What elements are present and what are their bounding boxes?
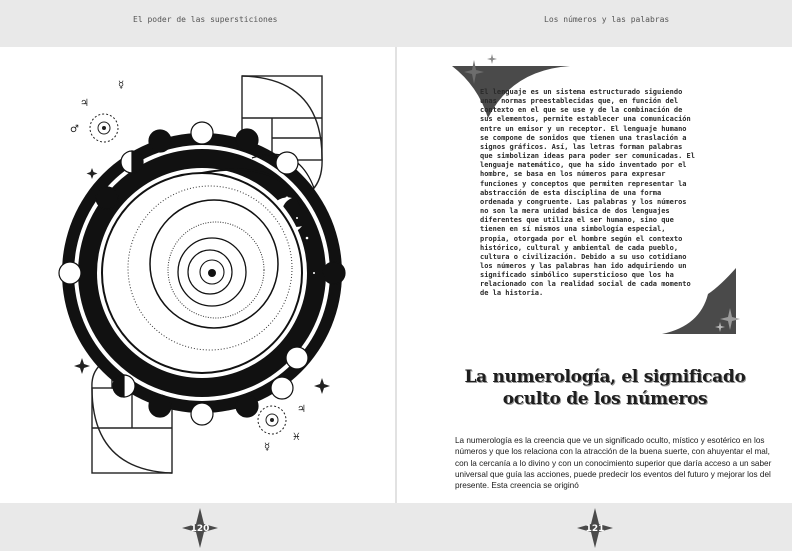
- esoteric-illustration: [52, 58, 352, 484]
- page-gutter: [395, 47, 397, 503]
- intro-paragraph: La numerología es la creencia que ve un significado oculto, místico y esotérico en los números y que los relaciona con la atracción de la buena suerte, con ahuyentar el mal, con la cercanía a lo divino y con un conocimiento superior que daría acceso a un saber universal que guía las acciones, puede predecir los eventos del futuro y mejorar los del presente. Esta creencia se originó: [455, 436, 772, 491]
- svg-text:♃: ♃: [80, 98, 89, 109]
- svg-text:♃: ♃: [297, 404, 306, 415]
- svg-text:♂: ♂: [70, 124, 79, 135]
- svg-text:☿: ☿: [118, 80, 125, 91]
- svg-text:☿: ☿: [264, 442, 271, 453]
- left-running-header: El poder de las supersticiones: [133, 15, 278, 24]
- right-running-header: Los números y las palabras: [544, 15, 670, 24]
- right-page-number: 121: [585, 524, 605, 534]
- bottom-band: [0, 503, 792, 551]
- top-band: [0, 0, 792, 47]
- section-title: La numerología, el significado oculto de los números: [464, 367, 746, 409]
- body-paragraph: El lenguaje es un sistema estructurado siguiendo unas normas preestablecidas que, en función del contexto en el que se use y de la combinación de sus elementos, permite establecer una comunicación entre un emisor y un receptor. El lenguaje humano se compone de sonidos que tienen una traslación a signos gráficos. Así, las letras forman palabras que simbolizan ideas para poder ser comunicadas. El lenguaje matemático, que ha sido inventado por el hombre, se basa en los números para expresar funciones y conceptos que permiten representar la abstracción de esta disciplina de una forma ordenada y congruente. Las palabras y los números no son la mera unidad básica de dos lenguajes diferentes que utiliza el ser humano, sino que tienen en sí mismos una simbología especial, propia, otorgada por el hombre según el contexto histórico, cultural y ambiental de cada pueblo, cultura o civilización. Debido a su uso cotidiano los números y las palabras han ido adquiriendo un significado simbólico supersticioso que los ha relacionado con la realidad social de cada momento de la historia.: [480, 88, 695, 298]
- svg-text:♓: ♓: [292, 432, 301, 443]
- left-page-number: 120: [190, 524, 210, 534]
